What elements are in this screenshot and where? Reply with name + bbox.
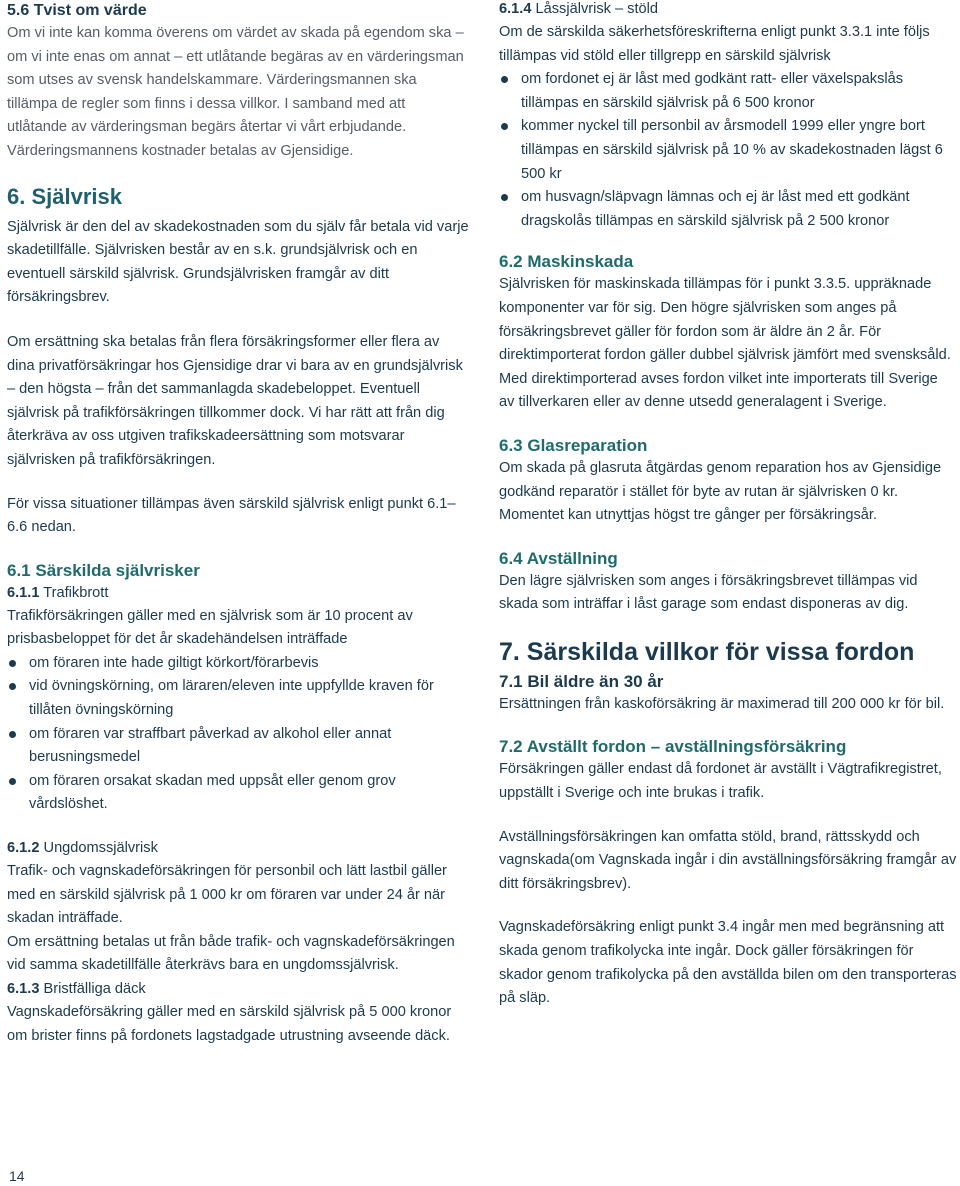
subheading-number: 6.1.1 [7, 584, 40, 601]
paragraph-6-1-1: Trafikförsäkringen gäller med en självrisk som är 10 procent av prisbasbeloppet för det år skadehändelsen inträffade [7, 607, 413, 648]
list-item: om föraren inte hade giltigt körkort/förarbevis [7, 652, 469, 676]
paragraph-6-1-2-b: Om ersättning betalas ut från både trafik- och vagnskadeförsäkringen vid samma skadetillfälle återkrävs bara en ungdomssjälvrisk. [7, 933, 455, 974]
heading-6: 6. Självrisk [7, 183, 122, 209]
subheading-number: 6.1.2 [7, 840, 40, 857]
heading-6-2: 6.2 Maskinskada [499, 252, 634, 272]
subheading-label: Bristfälliga däck [39, 981, 146, 997]
paragraph-5-6: Om vi inte kan komma överens om värdet av skada på egendom ska – om vi inte enas om annat – ett utlåtande begäras av en värderingsman som utses av svensk handelskammare. Värderingsmannen ska tillämpa de regler som finns i dessa villkor. I samband med att utlåtande av värderingsman begärs återtar vi vårt erbjudande. Värderingsmannens kostnader betalas av Gjensidige. [7, 25, 464, 159]
heading-6-1: 6.1 Särskilda självrisker [7, 560, 200, 580]
paragraph-6-2: Om ersättning ska betalas från flera försäkringsformer eller flera av dina privatförsäkringar hos Gjensidige drar vi bara av en grundsjälvrisk – den högsta – från det sammanlagda skadebeloppet. Eventuell självrisk på trafikförsäkringen tillkommer dock. Vi har rätt att från dig återkräva av oss utgiven trafikskadeersättning som motsvarar självrisken på trafikförsäkringen. [7, 333, 463, 468]
paragraph-6-4: Den lägre självrisken som anges i försäkringsbrevet tillämpas vid skada som inträffar i låst garage som endast disponeras av dig. [499, 572, 918, 613]
subheading-6-1-3 [7, 978, 469, 1001]
paragraph-6-3: För vissa situationer tillämpas även särskild självrisk enligt punkt 6.1–6.6 nedan. [7, 495, 456, 536]
heading-7-2: 7.2 Avställt fordon – avställningsförsäkring [499, 737, 847, 757]
list-item: om föraren orsakat skadan med uppsåt eller genom grov vårdslöshet. [7, 770, 469, 817]
list-item: vid övningskörning, om läraren/eleven inte uppfyllde kraven för tillåten övningskörning [7, 675, 469, 722]
paragraph-6-1: Självrisk är den del av skadekostnaden som du själv får betala vid varje skadetillfälle. Självrisken består av en s.k. grundsjälvrisk och en eventuell särskild självrisk. Grundsjälvrisken framgår av ditt försäkringsbrev. [7, 218, 469, 306]
subheading-label: Låssjälvrisk – stöld [531, 1, 658, 17]
paragraph-7-2-a: Försäkringen gäller endast då fordonet är avställt i Vägtrafikregistret, uppställt i Sverige och inte brukas i trafik. [499, 761, 942, 802]
subheading-number: 6.1.4 [499, 1, 532, 17]
list-item: om fordonet ej är låst med godkänt ratt- eller växelspakslås tillämpas en särskild självrisk på 6 500 kronor [499, 68, 957, 115]
heading-6-3: 6.3 Glasreparation [499, 435, 648, 455]
heading-6-4: 6.4 Avställning [499, 548, 618, 568]
paragraph-6-1-2-a: Trafik- och vagnskadeförsäkringen för personbil och lätt lastbil gäller med en särskild självrisk på 1 000 kr om föraren var under 24 år när skadan inträffade. [7, 863, 447, 927]
page-number: 14 [9, 1168, 25, 1184]
subheading-number: 6.1.3 [7, 981, 40, 997]
list-6-1-1 [7, 652, 469, 817]
subheading-label: Ungdomssjälvrisk [39, 840, 158, 857]
paragraph-6-1-4: Om de särskilda säkerhetsföreskrifterna enligt punkt 3.3.1 inte följs tillämpas vid stöld eller tillgrepp en särskild självrisk [499, 24, 930, 64]
subheading-6-1-4 [499, 0, 957, 21]
subheading-6-1-1 [7, 582, 469, 605]
list-6-1-4 [499, 68, 957, 233]
list-item: kommer nyckel till personbil av årsmodell 1999 eller yngre bort tillämpas en särskild självrisk på 10 % av skadekostnaden lägst 6 500 kr [499, 115, 957, 186]
paragraph-6-3: Om skada på glasruta åtgärdas genom reparation hos av Gjensidige godkänd reparatör i stället för byte av rutan är självrisken 0 kr. Momentet kan utnyttjas högst tre gånger per försäkringsår. [499, 459, 942, 524]
paragraph-7-1: Ersättningen från kaskoförsäkring är maximerad till 200 000 kr för bil. [499, 695, 945, 712]
paragraph-7-2-b: Avställningsförsäkringen kan omfatta stöld, brand, rättsskydd och vagnskada(om Vagnskada ingår i din avställningsförsäkring framgår av ditt försäkringsbrev). [499, 828, 957, 892]
heading-5-6: 5.6 Tvist om värde [7, 2, 147, 19]
paragraph-7-2-c: Vagnskadeförsäkring enligt punkt 3.4 ingår men med begränsning att skada genom trafikolycka inte ingår. Dock gäller försäkringen för skador genom trafikolycka på den avställda bilen om den transporteras på släp. [499, 919, 957, 1007]
list-item: om husvagn/släpvagn lämnas och ej är låst med ett godkänt dragskolås tillämpas en särskild självrisk på 2 500 kronor [499, 186, 957, 233]
subheading-6-1-2 [7, 837, 469, 860]
subheading-label: Trafikbrott [39, 584, 109, 601]
paragraph-6-2: Självrisken för maskinskada tillämpas för i punkt 3.3.5. uppräknade komponenter var för sig. Den högre självrisken som anges på försäkringsbrevet gäller för fordon som är äldre än 2 år. För direktimporterat fordon gäller dubbel självrisk jämfört med svensksåld. Med direktimporterad avses fordon vilket inte importerats till Sverige av tillverkaren eller av denne utsedd generalagent i Sverige. [499, 276, 951, 411]
list-item: om föraren var straffbart påverkad av alkohol eller annat berusningsmedel [7, 723, 469, 770]
heading-7: 7. Särskilda villkor för vissa fordon [499, 637, 915, 666]
paragraph-6-1-3: Vagnskadeförsäkring gäller med en särskild självrisk på 5 000 kronor om brister finns på fordonets lagstadgade utrustning avseende däck. [7, 1004, 452, 1044]
left-column [7, 0, 469, 1048]
heading-7-1: 7.1 Bil äldre än 30 år [499, 671, 664, 691]
right-column [499, 0, 957, 1011]
